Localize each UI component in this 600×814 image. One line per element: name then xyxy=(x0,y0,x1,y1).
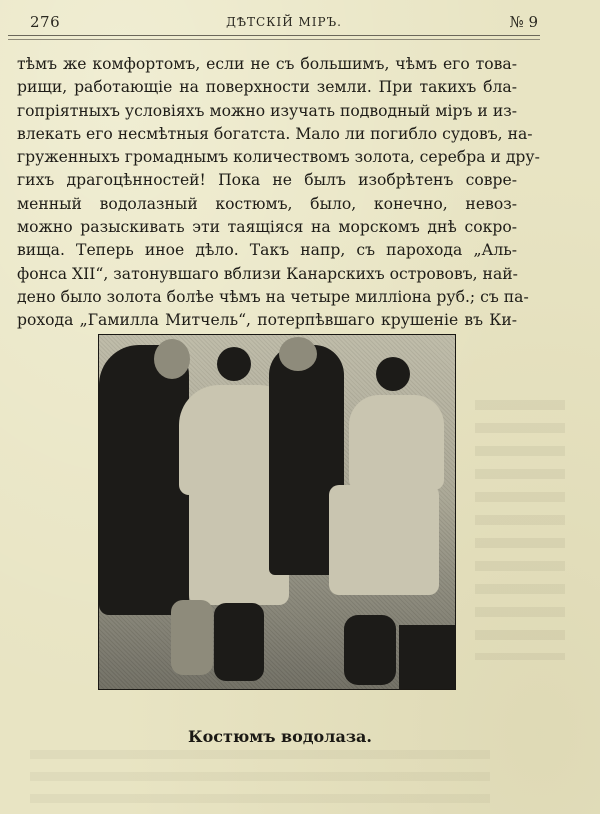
diving-boot xyxy=(344,615,396,685)
text-line: рохода „Гамилла Митчель“, потерпѣвшаго крушеніе въ Ки- xyxy=(17,311,517,330)
text-line: фонса XII“, затонувшаго вблизи Канарскихъ острововъ, най- xyxy=(17,264,518,283)
sailor-figure-left xyxy=(99,345,189,615)
text-line: менный водолазный костюмъ, было, конечно, невоз- xyxy=(17,194,517,213)
journal-title: ДѢТСКІЙ МІРЪ. xyxy=(226,15,342,29)
diver-sweater-right xyxy=(349,395,444,490)
running-head xyxy=(30,10,538,32)
text-line: вища. Теперь иное дѣло. Такъ напр, съ парохода „Аль- xyxy=(17,241,517,260)
figure-caption: Костюмъ водолаза. xyxy=(188,727,372,746)
text-line: гихъ драгоцѣнностей! Пока не былъ изобрѣтенъ совре- xyxy=(17,171,517,190)
text-line: дено было золота болѣе чѣмъ на четыре милліона руб.; съ па- xyxy=(17,287,529,306)
text-line: влекать его несмѣтныя богатста. Мало ли погибло судовъ, на- xyxy=(17,124,533,143)
text-line: гопріятныхъ условіяхъ можно изучать подводный міръ и из- xyxy=(17,101,517,120)
sailor-head-left xyxy=(154,339,190,379)
header-rule xyxy=(8,35,540,40)
diver-cap-centre xyxy=(217,347,251,381)
diver-suit-photograph xyxy=(98,334,456,690)
diving-boot xyxy=(171,600,213,675)
diver-cap-right xyxy=(376,357,410,391)
text-line: рищи, работающіе на поверхности земли. При такихъ бла- xyxy=(17,78,517,97)
diver-legs-right xyxy=(329,485,439,595)
page-number: 276 xyxy=(30,13,61,31)
text-line: можно разыскивать эти таящіяся на морскомъ днѣ сокро- xyxy=(17,218,517,237)
sailor-head-centre xyxy=(279,337,317,371)
show-through-texture xyxy=(475,400,565,660)
diving-boot xyxy=(214,603,264,681)
text-line: груженныхъ громаднымъ количествомъ золота, серебра и дру- xyxy=(17,148,540,167)
floor-shadow xyxy=(399,625,456,690)
text-line: тѣмъ же комфортомъ, если не съ большимъ, чѣмъ его това- xyxy=(17,55,517,73)
issue-number: № 9 xyxy=(509,13,538,31)
show-through-texture xyxy=(30,750,490,810)
article-body xyxy=(17,53,540,333)
